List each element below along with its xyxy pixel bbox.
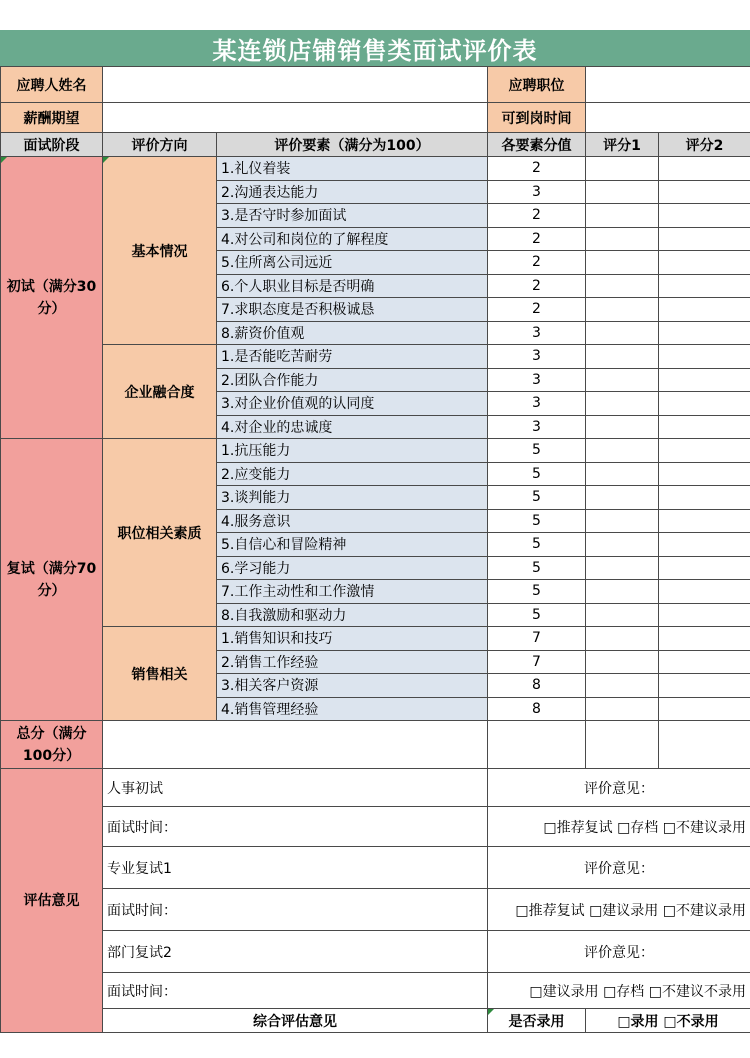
element-score: 5 xyxy=(488,556,586,580)
pro-interview-time: 面试时间： xyxy=(103,889,488,931)
hr-decision-options[interactable]: □推荐复试 □存档 □不建议录用 xyxy=(488,807,750,847)
element-item: 1.是否能吃苦耐劳 xyxy=(217,345,488,369)
element-score: 3 xyxy=(488,345,586,369)
rating-2-cell[interactable] xyxy=(659,298,750,322)
rating-1-cell[interactable] xyxy=(586,627,659,651)
rating-1-cell[interactable] xyxy=(586,556,659,580)
element-item: 4.对企业的忠诚度 xyxy=(217,415,488,439)
element-score: 7 xyxy=(488,627,586,651)
rating-2-cell[interactable] xyxy=(659,650,750,674)
element-score: 5 xyxy=(488,486,586,510)
salary-label: 薪酬期望 xyxy=(1,103,103,133)
hire-decision-options[interactable]: □录用 □不录用 xyxy=(586,1009,750,1033)
rating-2-cell[interactable] xyxy=(659,439,750,463)
available-time-field[interactable] xyxy=(586,103,750,133)
hr-comment-label: 评价意见： xyxy=(488,769,750,807)
rating-1-cell[interactable] xyxy=(586,697,659,721)
salary-field[interactable] xyxy=(103,103,488,133)
element-item: 3.对企业价值观的认同度 xyxy=(217,392,488,416)
direction-basic: 基本情况 xyxy=(103,157,217,345)
stage-first-interview: 初试（满分30分） xyxy=(1,157,103,439)
total-score-field[interactable] xyxy=(103,721,488,769)
rating-1-cell[interactable] xyxy=(586,392,659,416)
element-score: 2 xyxy=(488,227,586,251)
header-rating-1: 评分1 xyxy=(586,133,659,157)
available-time-label: 可到岗时间 xyxy=(488,103,586,133)
dept-comment-label: 评价意见： xyxy=(488,931,750,973)
element-score: 3 xyxy=(488,368,586,392)
element-score: 2 xyxy=(488,157,586,181)
rating-2-cell[interactable] xyxy=(659,533,750,557)
position-field[interactable] xyxy=(586,67,750,103)
element-item: 3.谈判能力 xyxy=(217,486,488,510)
rating-2-cell[interactable] xyxy=(659,321,750,345)
rating-1-cell[interactable] xyxy=(586,462,659,486)
element-score: 2 xyxy=(488,251,586,275)
element-item: 2.应变能力 xyxy=(217,462,488,486)
rating-1-cell[interactable] xyxy=(586,580,659,604)
header-element-score: 各要素分值 xyxy=(488,133,586,157)
element-item: 5.住所离公司远近 xyxy=(217,251,488,275)
rating-1-cell[interactable] xyxy=(586,368,659,392)
rating-1-cell[interactable] xyxy=(586,274,659,298)
element-item: 1.礼仪着装 xyxy=(217,157,488,181)
rating-2-cell[interactable] xyxy=(659,345,750,369)
element-item: 4.服务意识 xyxy=(217,509,488,533)
dept-interview-time: 面试时间： xyxy=(103,973,488,1009)
rating-2-cell[interactable] xyxy=(659,603,750,627)
stage-total-score: 总分（满分100分） xyxy=(1,721,103,769)
header-direction: 评价方向 xyxy=(103,133,217,157)
pro-second-interview: 专业复试1 xyxy=(103,847,488,889)
rating-2-cell[interactable] xyxy=(659,580,750,604)
element-item: 2.团队合作能力 xyxy=(217,368,488,392)
direction-job-quality: 职位相关素质 xyxy=(103,439,217,627)
element-item: 7.工作主动性和工作激情 xyxy=(217,580,488,604)
rating-2-cell[interactable] xyxy=(659,462,750,486)
rating-2-cell[interactable] xyxy=(659,180,750,204)
position-label: 应聘职位 xyxy=(488,67,586,103)
rating-2-cell[interactable] xyxy=(659,486,750,510)
element-item: 2.销售工作经验 xyxy=(217,650,488,674)
element-item: 4.销售管理经验 xyxy=(217,697,488,721)
element-score: 8 xyxy=(488,674,586,698)
stage-assessment: 评估意见 xyxy=(1,769,103,1033)
element-score: 2 xyxy=(488,274,586,298)
overall-assessment-label: 综合评估意见 xyxy=(103,1009,488,1033)
rating-1-cell[interactable] xyxy=(586,509,659,533)
total-rating-1[interactable] xyxy=(586,721,659,769)
element-item: 8.自我激励和驱动力 xyxy=(217,603,488,627)
hire-question-label: 是否录用 xyxy=(488,1009,586,1033)
rating-2-cell[interactable] xyxy=(659,274,750,298)
rating-1-cell[interactable] xyxy=(586,439,659,463)
element-score: 2 xyxy=(488,298,586,322)
hr-interview-time: 面试时间： xyxy=(103,807,488,847)
rating-2-cell[interactable] xyxy=(659,627,750,651)
rating-1-cell[interactable] xyxy=(586,674,659,698)
pro-decision-options[interactable]: □推荐复试 □建议录用 □不建议录用 xyxy=(488,889,750,931)
rating-1-cell[interactable] xyxy=(586,533,659,557)
element-item: 4.对公司和岗位的了解程度 xyxy=(217,227,488,251)
rating-1-cell[interactable] xyxy=(586,415,659,439)
element-item: 2.沟通表达能力 xyxy=(217,180,488,204)
rating-1-cell[interactable] xyxy=(586,227,659,251)
element-item: 6.学习能力 xyxy=(217,556,488,580)
evaluation-table xyxy=(0,66,750,1033)
element-item: 5.自信心和冒险精神 xyxy=(217,533,488,557)
element-score: 3 xyxy=(488,415,586,439)
rating-1-cell[interactable] xyxy=(586,345,659,369)
header-rating-2: 评分2 xyxy=(659,133,750,157)
rating-1-cell[interactable] xyxy=(586,298,659,322)
rating-1-cell[interactable] xyxy=(586,180,659,204)
element-score: 3 xyxy=(488,180,586,204)
element-score: 8 xyxy=(488,697,586,721)
element-item: 8.薪资价值观 xyxy=(217,321,488,345)
element-item: 3.是否守时参加面试 xyxy=(217,204,488,228)
element-score: 5 xyxy=(488,533,586,557)
rating-1-cell[interactable] xyxy=(586,321,659,345)
element-score: 3 xyxy=(488,392,586,416)
element-score: 2 xyxy=(488,204,586,228)
element-score: 5 xyxy=(488,462,586,486)
element-item: 1.销售知识和技巧 xyxy=(217,627,488,651)
applicant-name-label: 应聘人姓名 xyxy=(1,67,103,103)
rating-1-cell[interactable] xyxy=(586,204,659,228)
rating-2-cell[interactable] xyxy=(659,556,750,580)
rating-2-cell[interactable] xyxy=(659,392,750,416)
applicant-name-field[interactable] xyxy=(103,67,488,103)
header-stage: 面试阶段 xyxy=(1,133,103,157)
total-element-score[interactable] xyxy=(488,721,586,769)
rating-2-cell[interactable] xyxy=(659,157,750,181)
element-item: 7.求职态度是否积极诚恳 xyxy=(217,298,488,322)
dept-decision-options[interactable]: □建议录用 □存档 □不建议不录用 xyxy=(488,973,750,1009)
rating-2-cell[interactable] xyxy=(659,509,750,533)
rating-1-cell[interactable] xyxy=(586,157,659,181)
stage-second-interview: 复试（满分70分） xyxy=(1,439,103,721)
element-score: 5 xyxy=(488,580,586,604)
element-item: 3.相关客户资源 xyxy=(217,674,488,698)
hr-first-interview: 人事初试 xyxy=(103,769,488,807)
header-element: 评价要素（满分为100） xyxy=(217,133,488,157)
rating-2-cell[interactable] xyxy=(659,415,750,439)
direction-fit: 企业融合度 xyxy=(103,345,217,439)
pro-comment-label: 评价意见： xyxy=(488,847,750,889)
element-score: 7 xyxy=(488,650,586,674)
element-item: 6.个人职业目标是否明确 xyxy=(217,274,488,298)
rating-2-cell[interactable] xyxy=(659,674,750,698)
rating-1-cell[interactable] xyxy=(586,486,659,510)
element-score: 5 xyxy=(488,439,586,463)
rating-2-cell[interactable] xyxy=(659,227,750,251)
rating-1-cell[interactable] xyxy=(586,603,659,627)
rating-1-cell[interactable] xyxy=(586,650,659,674)
element-score: 3 xyxy=(488,321,586,345)
element-score: 5 xyxy=(488,509,586,533)
rating-2-cell[interactable] xyxy=(659,204,750,228)
dept-second-interview: 部门复试2 xyxy=(103,931,488,973)
total-rating-2[interactable] xyxy=(659,721,750,769)
element-score: 5 xyxy=(488,603,586,627)
form-title: 某连锁店铺销售类面试评价表 xyxy=(0,30,750,66)
element-item: 1.抗压能力 xyxy=(217,439,488,463)
direction-sales: 销售相关 xyxy=(103,627,217,721)
rating-1-cell[interactable] xyxy=(586,251,659,275)
rating-2-cell[interactable] xyxy=(659,251,750,275)
rating-2-cell[interactable] xyxy=(659,368,750,392)
rating-2-cell[interactable] xyxy=(659,697,750,721)
